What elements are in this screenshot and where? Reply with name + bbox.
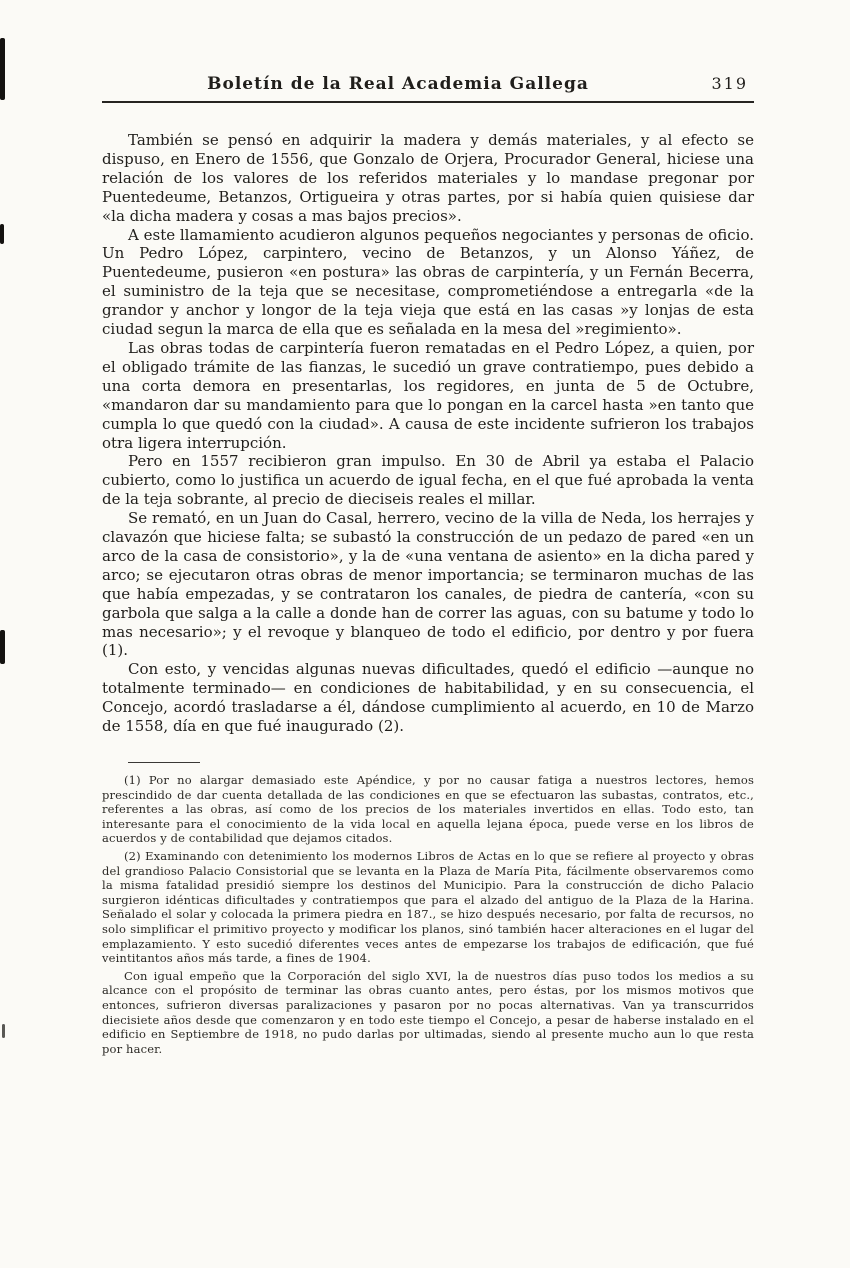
scan-artifact (0, 224, 4, 244)
journal-title: Boletín de la Real Academia Gallega (207, 74, 589, 94)
paragraph-4: Pero en 1557 recibieron gran impulso. En 30 de Abril ya estaba el Palacio cubierto, como lo justifica un acuerdo de igual fecha, en el que fué aprobada la venta de la teja sobrante, al precio de dieciseis reales el millar. (102, 452, 754, 509)
paragraph-2: A este llamamiento acudieron algunos pequeños negociantes y personas de oficio. Un Pedro López, carpintero, vecino de Betanzos, y un Alonso Yáñez, de Puentedeume, pusieron «en postura» las obras de carpintería, y un Fernán Becerra, el suministro de la teja que se necesitase, comprometiéndose a entregarla «de la grandor y anchor y longor de la teja vieja que está en las casas »y lonjas de esta ciudad segun la marca de ella que es señalada en la mesa del »regimiento». (102, 225, 754, 339)
header-rule (102, 101, 754, 103)
paragraph-1: También se pensó en adquirir la madera y demás materiales, y al efecto se dispuso, en Enero de 1556, que Gonzalo de Orjera, Procurador General, hiciese una relación de los valores de los referidos materiales y lo mandase pregonar por Puentedeume, Betanzos, Ortigueira y otras partes, por si había quien quisiese dar «la dicha madera y cosas a mas bajos precios». (102, 131, 754, 225)
scan-artifact (0, 630, 5, 664)
footnote-3: Con igual empeño que la Corporación del siglo XVI, la de nuestros días puso todos los medios a su alcance con el propósito de terminar las obras cuanto antes, pero éstas, por los mismos motivos que entonces, sufrieron diversas paralizaciones y pasaron por no pocas alternativas. Van ya transcurridos diecisiete años desde que comenzaron y en todo este tiempo el Concejo, a pesar de haberse instalado en el edificio en Septiembre de 1918, no pudo darlas por ultimadas, siendo al presente mucho aun lo que resta por hacer. (102, 968, 754, 1056)
scan-artifact (2, 1024, 5, 1038)
page-header (102, 74, 754, 94)
paragraph-3: Las obras todas de carpintería fueron rematadas en el Pedro López, a quien, por el obligado trámite de las fianzas, le sucedió un grave contratiempo, pues debido a una corta demora en presentarlas, los regidores, en junta de 5 de Octubre, «mandaron dar su mandamiento para que lo pongan en la carcel hasta »en tanto que cumpla lo que quedó con la ciudad». A causa de este incidente sufrieron los trabajos otra ligera interrupción. (102, 338, 754, 452)
footnote-separator (128, 762, 200, 763)
footnote-1: (1) Por no alargar demasiado este Apéndice, y por no causar fatiga a nuestros lectores, hemos prescindido de dar cuenta detallada de las condiciones en que se efectuaron las subastas, contratos, etc., referentes a las obras, así como de los precios de los materiales invertidos en ellas. Todo esto, tan interesante para el conocimiento de la vida local en aquella lejana época, puede verse en los libros de acuerdos y de contabilidad que dejamos citados. (102, 773, 754, 846)
page-content (102, 74, 754, 1059)
article-body (102, 131, 754, 736)
page-number: 319 (711, 74, 748, 93)
paragraph-5: Se remató, en un Juan do Casal, herrero, vecino de la villa de Neda, los herrajes y clavazón que hiciese falta; se subastó la construcción de un pedazo de pared «en un arco de la casa de consistorio», y la de «una ventana de asiento» en la dicha pared y arco; se ejecutaron otras obras de menor importancia; se terminaron muchas de las que había empezadas, y se contrataron los canales, de piedra de cantería, «con su garbola que salga a la calle a donde han de correr las aguas, con su batume y todo lo mas necesario»; y el revoque y blanqueo de todo el edificio, por dentro y por fuera (1). (102, 509, 754, 660)
footnotes-section (102, 773, 754, 1056)
paragraph-6: Con esto, y vencidas algunas nuevas dificultades, quedó el edificio —aunque no totalmente terminado— en condiciones de habitabilidad, y en su consecuencia, el Concejo, acordó trasladarse a él, dándose cumplimiento al acuerdo, en 10 de Marzo de 1558, día en que fué inaugurado (2). (102, 660, 754, 736)
footnote-2: (2) Examinando con detenimiento los modernos Libros de Actas en lo que se refiere al proyecto y obras del grandioso Palacio Consistorial que se levanta en la Plaza de María Pita, fácilmente observaremos como la misma fatalidad presidió siempre los destinos del Municipio. Para la construcción de dicho Palacio surgieron idénticas dificultades y contratiempos que para el alzado del antiguo de la Plaza de la Harina. Señalado el solar y colocada la primera piedra en 187., se hizo después necesario, por falta de recursos, no solo simplificar el primitivo proyecto y modificar los planos, sinó también hacer alteraciones en el lugar del emplazamiento. Y esto sucedió diferentes veces antes de empezarse los trabajos de edificación, que fué veintitantos años más tarde, a fines de 1904. (102, 848, 754, 966)
scan-artifact (0, 38, 5, 100)
